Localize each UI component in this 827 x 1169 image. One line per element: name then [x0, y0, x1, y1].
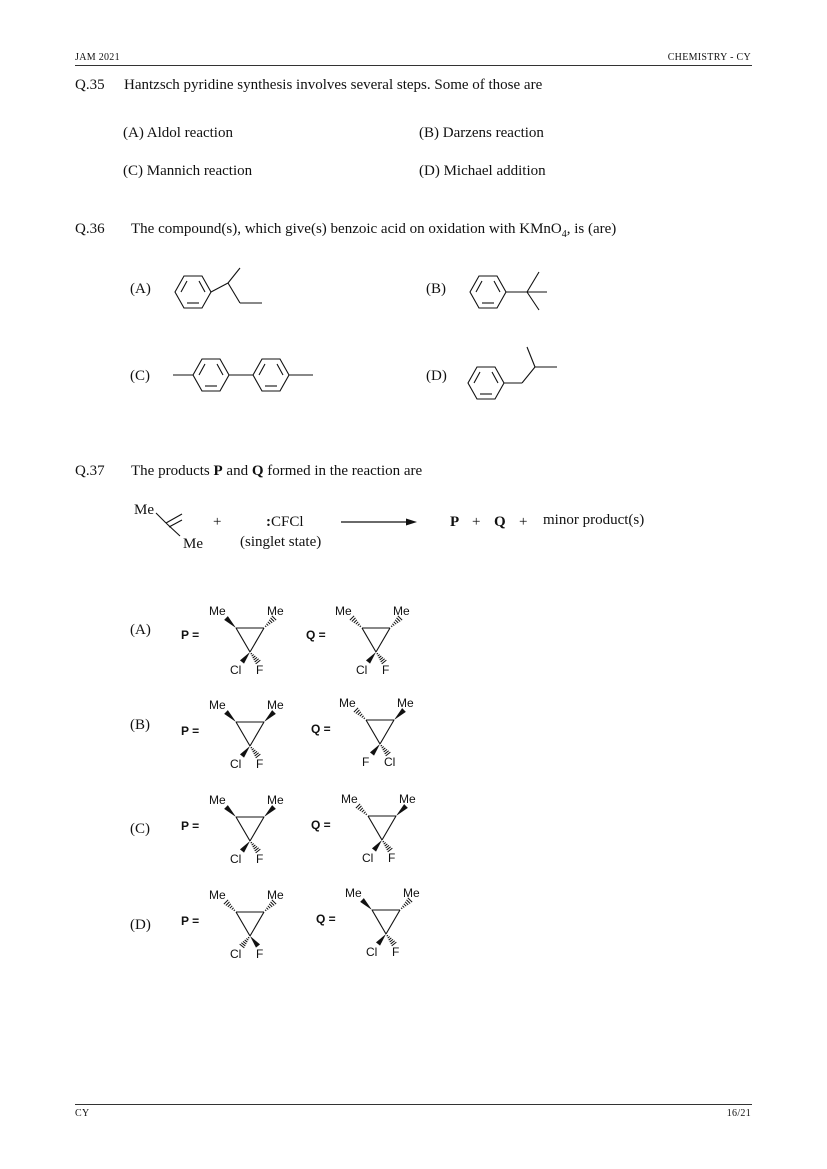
reaction-arrow — [340, 515, 420, 529]
q35-option-d: (D) Michael addition — [419, 163, 546, 179]
footer-right: 16/21 — [726, 1108, 751, 1119]
d-p-me-left-bond — [228, 904, 231, 907]
q37-label-b: (B) — [130, 717, 150, 733]
reaction-singlet-state: (singlet state) — [240, 534, 322, 550]
q35-number: Q.35 — [75, 77, 105, 93]
a-q-me-right-bond — [394, 622, 396, 624]
c-q-me-left-bond — [366, 814, 367, 815]
a-q-me-left: Me — [335, 604, 352, 618]
b-p-ring-left — [236, 722, 250, 746]
q37-b-p-label: P = — [181, 724, 200, 738]
reaction-product-p — [450, 514, 459, 531]
a-p-ring-left — [236, 628, 250, 652]
a-p-f: F — [256, 663, 264, 677]
c-p-cl: Cl — [230, 852, 242, 866]
q35-option-c: (C) Mannich reaction — [123, 163, 253, 179]
c-p-f: F — [256, 852, 264, 866]
reaction-me-top: Me — [134, 502, 154, 518]
c-p-sub-right-bond — [253, 845, 256, 847]
d-p-cl: Cl — [230, 947, 242, 961]
reaction-plus-2: + — [472, 514, 481, 530]
b-q-cl: Cl — [384, 755, 396, 769]
d-p-me-right-bond — [271, 902, 275, 906]
a-q-me-left-bond — [358, 624, 360, 626]
c-q-me-left-bond — [360, 808, 363, 811]
b-q-me-left-bond — [364, 718, 365, 719]
cyclopropane-set — [209, 604, 420, 961]
d-q-me-right-bond — [407, 900, 411, 904]
structure-a-sec-butylbenzene — [175, 268, 262, 308]
c-q-me-left-bond — [362, 810, 364, 812]
q37-text — [131, 463, 422, 480]
d-q-sub-right-bond — [387, 935, 388, 936]
reaction-product-q-label: Q — [494, 514, 506, 530]
b-q-me-left-bond — [360, 714, 362, 716]
a-p-sub-right-bond — [251, 653, 252, 654]
reaction-carbene — [266, 514, 304, 531]
c-q-me-left-bond — [358, 806, 362, 810]
d-q-me-left: Me — [345, 886, 362, 900]
d-q-sub-left-bond — [376, 934, 386, 946]
q37-label-a: (A) — [130, 622, 151, 638]
d-p-me-right-bond — [266, 908, 268, 910]
q37-text-part1: The products — [131, 463, 214, 479]
d-q-ring-left — [372, 910, 386, 934]
b-p-sub-right-bond — [251, 747, 252, 748]
a-q-sub-right-bond — [380, 657, 383, 660]
c-p-me-left: Me — [209, 793, 226, 807]
d-p-sub-left-bond — [248, 937, 249, 938]
a-q-sub-right-bond — [377, 653, 378, 654]
b-q-sub-right-bond — [383, 748, 386, 750]
a-q-f: F — [382, 663, 390, 677]
q36-label-b: (B) — [426, 281, 446, 297]
q36-number: Q.36 — [75, 221, 105, 237]
q36-label-d: (D) — [426, 368, 447, 384]
a-p-me-left: Me — [209, 604, 226, 618]
d-p-ring-left — [236, 912, 250, 936]
structure-d-isobutylbenzene — [468, 347, 557, 399]
q37-text-q: Q — [251, 463, 264, 479]
a-p-sub-right-bond — [253, 656, 256, 658]
d-p-me-right-bond — [265, 910, 266, 911]
d-p-sub-left-bond — [246, 939, 248, 941]
footer-left: CY — [75, 1108, 90, 1119]
d-p-me-right-bond — [268, 906, 270, 908]
q37-cyclopropanes — [0, 590, 827, 970]
d-q-me-left-bond — [360, 898, 372, 910]
q37-c-q-label: Q = — [311, 818, 331, 832]
c-p-sub-right-bond — [254, 846, 257, 849]
c-q-me-left-bond — [364, 812, 366, 814]
a-q-me-right-bond — [395, 620, 398, 623]
a-p-sub-left-bond — [240, 652, 250, 664]
d-p-me-left-bond — [230, 906, 232, 908]
reaction-plus-1: + — [213, 514, 222, 530]
q35-option-b: (B) Darzens reaction — [419, 125, 544, 141]
d-q-sub-right-bond — [389, 938, 392, 940]
a-p-me-right-bond — [271, 618, 275, 622]
a-q-sub-right-bond — [379, 656, 382, 658]
c-q-sub-right-bond — [385, 844, 388, 846]
q35-option-a: (A) Aldol reaction — [123, 125, 233, 141]
q36-structures — [0, 0, 827, 460]
d-p-f: F — [256, 947, 264, 961]
c-q-sub-right-bond — [383, 841, 384, 842]
a-q-ring-left — [362, 628, 376, 652]
q35-text: Hantzsch pyridine synthesis involves several steps. Some of those are — [124, 77, 543, 93]
header-left: JAM 2021 — [75, 52, 120, 63]
b-p-me-right: Me — [267, 698, 284, 712]
d-q-f: F — [392, 945, 400, 959]
b-p-cl: Cl — [230, 757, 242, 771]
c-p-me-left-bond — [224, 805, 236, 817]
reaction-minor-products: minor product(s) — [543, 512, 645, 528]
b-q-sub-right-bond — [382, 747, 384, 749]
d-p-me-left: Me — [209, 888, 226, 902]
a-p-cl: Cl — [230, 663, 242, 677]
a-p-me-right-bond — [265, 626, 266, 627]
reaction-product-p-label: P — [450, 514, 460, 530]
c-p-sub-right-bond — [251, 842, 252, 843]
reaction-me-bottom: Me — [183, 536, 203, 552]
q37-label-c: (C) — [130, 821, 150, 837]
q37-b-q-label: Q = — [311, 722, 331, 736]
b-q-sub-left-bond — [370, 744, 380, 756]
q36-label-c: (C) — [130, 368, 150, 384]
d-p-sub-left-bond — [243, 941, 246, 944]
d-p-me-left-bond — [226, 902, 230, 906]
c-q-me-right: Me — [399, 792, 416, 806]
a-q-me-left-bond — [356, 622, 358, 624]
c-q-sub-left-bond — [372, 840, 382, 852]
d-q-me-right-bond — [404, 904, 406, 906]
b-q-f: F — [362, 755, 370, 769]
d-p-me-right-bond — [269, 904, 272, 907]
a-p-me-right-bond — [269, 620, 272, 623]
c-q-sub-right-bond — [384, 843, 386, 845]
c-q-sub-right-bond — [386, 845, 389, 848]
q36-label-a: (A) — [130, 281, 151, 297]
a-p-me-right: Me — [267, 604, 284, 618]
a-p-sub-right-bond — [252, 655, 254, 657]
b-q-me-left-bond — [358, 712, 361, 715]
b-p-me-left-bond — [224, 710, 236, 722]
q37-d-q-label: Q = — [316, 912, 336, 926]
d-q-me-right-bond — [405, 902, 408, 905]
a-q-me-right-bond — [391, 626, 392, 627]
b-q-me-left: Me — [339, 696, 356, 710]
d-p-me-right: Me — [267, 888, 284, 902]
q37-d-p-label: P = — [181, 914, 200, 928]
c-p-me-right: Me — [267, 793, 284, 807]
d-q-sub-right-bond — [390, 939, 393, 942]
a-q-me-left-bond — [360, 626, 361, 627]
q37-text-part3: formed in the reaction are — [263, 463, 423, 479]
header-right: CHEMISTRY - CY — [667, 52, 751, 63]
c-q-cl: Cl — [362, 851, 374, 865]
b-q-me-left-bond — [356, 710, 360, 714]
q37-label-d: (D) — [130, 917, 151, 933]
q37-a-q-label: Q = — [306, 628, 326, 642]
a-q-me-right: Me — [393, 604, 410, 618]
a-q-me-left-bond — [352, 618, 356, 622]
structure-c-dimethylbiphenyl — [173, 359, 313, 391]
b-q-sub-right-bond — [381, 745, 382, 746]
a-p-sub-right-bond — [254, 657, 257, 660]
c-q-ring-left — [368, 816, 382, 840]
q37-a-p-label: P = — [181, 628, 200, 642]
q37-text-p: P — [213, 463, 223, 479]
a-p-me-right-bond — [266, 624, 268, 626]
c-p-sub-right-bond — [252, 844, 254, 846]
c-p-ring-left — [236, 817, 250, 841]
b-p-ring-right — [250, 722, 264, 746]
footer-rule — [75, 1104, 752, 1105]
a-p-me-right-bond — [268, 622, 270, 624]
d-q-me-right-bond — [401, 908, 402, 909]
q37-c-p-label: P = — [181, 819, 200, 833]
d-q-me-right: Me — [403, 886, 420, 900]
a-q-me-left-bond — [354, 620, 357, 623]
c-q-f: F — [388, 851, 396, 865]
q36-text-after: , is (are) — [566, 221, 617, 237]
d-p-me-left-bond — [232, 908, 234, 910]
q36-text-before: The compound(s), which give(s) benzoic acid on oxidation with KMnO — [131, 221, 562, 237]
d-q-cl: Cl — [366, 945, 378, 959]
reaction-plus-3: + — [519, 514, 528, 530]
b-p-sub-right-bond — [253, 750, 256, 752]
b-q-ring-left — [366, 720, 380, 744]
q37-number: Q.37 — [75, 463, 105, 479]
c-q-ring-right — [382, 816, 396, 840]
reaction-butene — [150, 510, 190, 540]
a-q-me-right-bond — [397, 618, 401, 622]
b-p-sub-right-bond — [252, 749, 254, 751]
b-q-me-left-bond — [362, 716, 364, 718]
structure-b-tert-butylbenzene — [470, 272, 547, 310]
a-q-me-right-bond — [392, 624, 394, 626]
d-p-me-left-bond — [234, 910, 235, 911]
q36-subscript: 4 — [561, 229, 567, 240]
reaction-carbene-formula: CFCl — [271, 514, 304, 530]
q37-text-part2: and — [222, 463, 252, 479]
c-p-sub-left-bond — [240, 841, 250, 853]
b-p-me-left: Me — [209, 698, 226, 712]
c-q-me-left: Me — [341, 792, 358, 806]
d-p-sub-left-bond — [245, 940, 248, 942]
d-q-sub-right-bond — [388, 937, 390, 939]
c-p-ring-right — [250, 817, 264, 841]
d-p-sub-right-bond — [250, 936, 260, 948]
d-p-ring-right — [250, 912, 264, 936]
d-q-me-right-bond — [402, 906, 404, 908]
b-p-sub-right-bond — [254, 751, 257, 754]
b-q-sub-right-bond — [384, 749, 387, 752]
d-q-ring-right — [386, 910, 400, 934]
a-q-sub-left-bond — [366, 652, 376, 664]
reaction-carbene-colon: : — [266, 514, 271, 530]
a-q-cl: Cl — [356, 663, 368, 677]
b-q-me-right: Me — [397, 696, 414, 710]
reaction-product-q — [494, 514, 506, 531]
a-q-ring-right — [376, 628, 390, 652]
a-p-ring-right — [250, 628, 264, 652]
a-p-me-left-bond — [224, 616, 236, 628]
a-q-sub-right-bond — [378, 655, 380, 657]
b-p-f: F — [256, 757, 264, 771]
b-p-sub-left-bond — [240, 746, 250, 758]
b-q-ring-right — [380, 720, 394, 744]
